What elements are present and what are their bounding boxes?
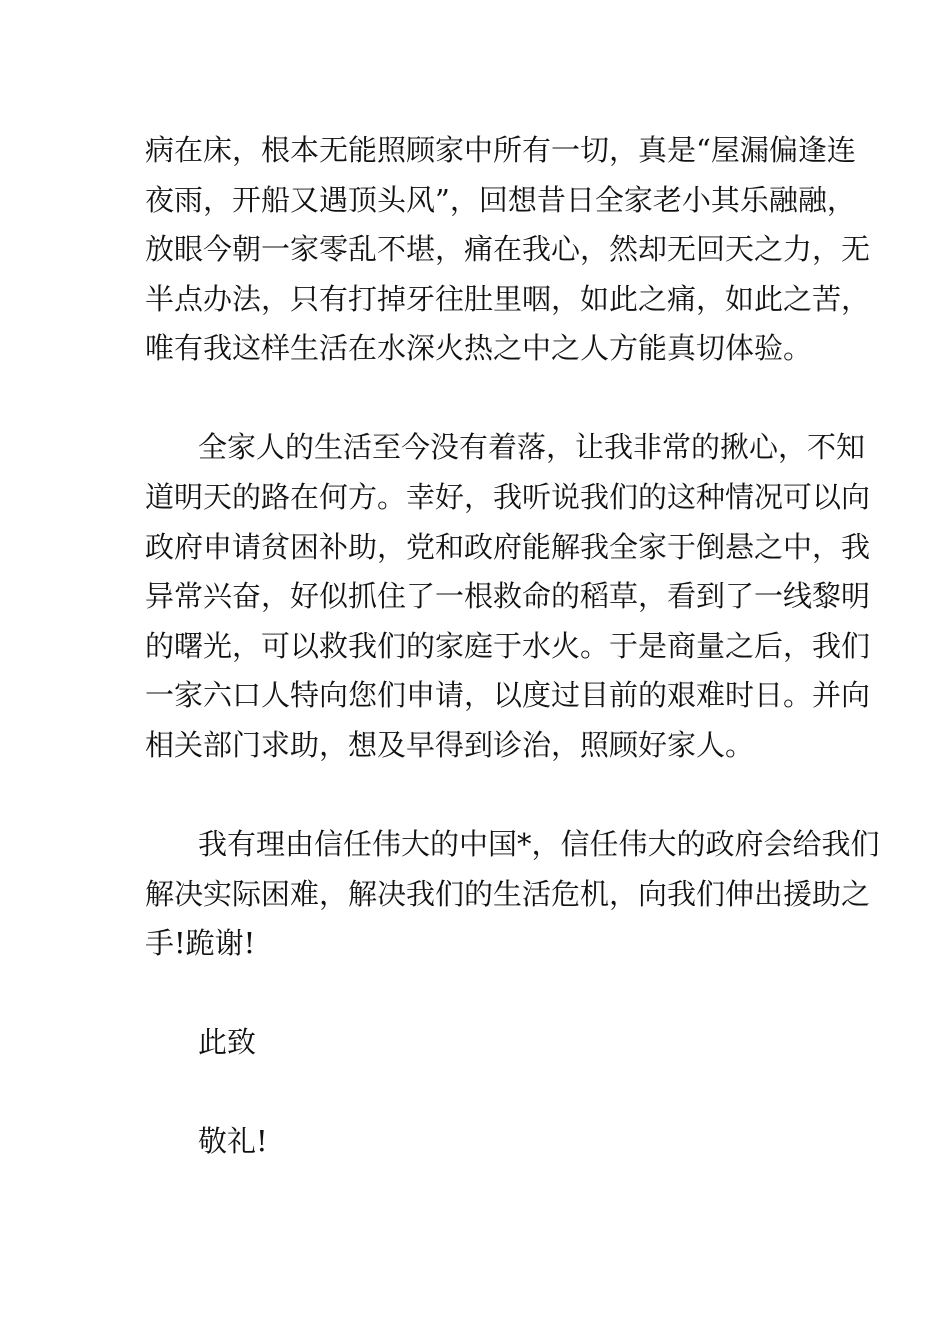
paragraph-1-line-4: 半点办法，只有打掉牙往肚里咽，如此之痛，如此之苦， — [145, 282, 871, 316]
paragraph-3-line-2: 解决实际困难，解决我们的生活危机，向我们伸出援助之 — [145, 877, 871, 911]
closing-regards: 敬礼! — [198, 1124, 268, 1158]
paragraph-2-line-4: 异常兴奋，好似抓住了一根救命的稻草，看到了一线黎明 — [145, 579, 871, 613]
paragraph-1-line-3: 放眼今朝一家零乱不堪，痛在我心，然却无回天之力，无 — [145, 232, 871, 266]
paragraph-3-line-1: 我有理由信任伟大的中国*，信任伟大的政府会给我们 — [198, 827, 880, 861]
closing-salutation: 此致 — [198, 1025, 257, 1059]
paragraph-2-line-1: 全家人的生活至今没有着落，让我非常的揪心，不知 — [198, 430, 866, 464]
paragraph-1-line-1: 病在床，根本无能照顾家中所有一切，真是“屋漏偏逢连 — [145, 133, 856, 167]
paragraph-2-line-3: 政府申请贫困补助，党和政府能解我全家于倒悬之中，我 — [145, 530, 871, 564]
paragraph-1-line-2: 夜雨，开船又遇顶头风”，回想昔日全家老小其乐融融， — [145, 183, 856, 217]
paragraph-2-line-6: 一家六口人特向您们申请，以度过目前的艰难时日。并向 — [145, 678, 871, 712]
paragraph-1-line-5: 唯有我这样生活在水深火热之中之人方能真切体验。 — [145, 331, 813, 365]
paragraph-2-line-2: 道明天的路在何方。幸好，我听说我们的这种情况可以向 — [145, 480, 871, 514]
paragraph-3-line-3: 手!跪谢! — [145, 926, 256, 960]
paragraph-2-line-5: 的曙光，可以救我们的家庭于水火。于是商量之后，我们 — [145, 629, 871, 663]
paragraph-2-line-7: 相关部门求助，想及早得到诊治，照顾好家人。 — [145, 728, 755, 762]
